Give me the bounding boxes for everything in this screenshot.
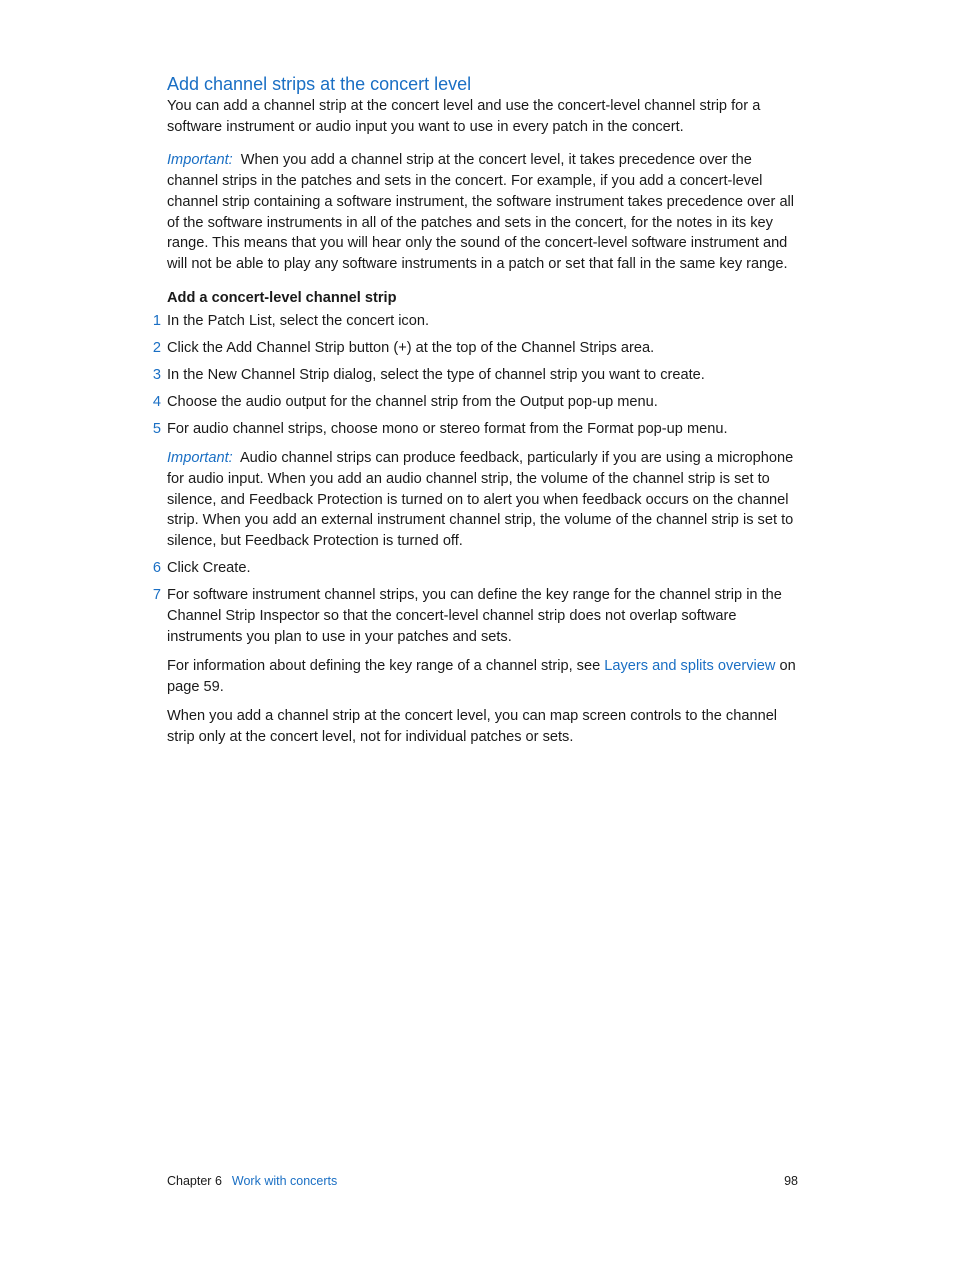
step-text: In the Patch List, select the concert icon. [167,313,430,330]
important-label: Important: [167,151,233,168]
step-text: For software instrument channel strips, you can define the key range for the channel strip in the Channel Strip Inspector so that the concert-level channel strip does not overlap software instruments you plan to use in your patches and sets. [167,587,782,645]
section-title: Add channel strips at the concert level [167,74,472,94]
important-note-1 [167,150,807,275]
step-text: In the New Channel Strip dialog, select the type of channel strip you want to create. [167,366,705,383]
step-number: 2 [152,340,161,357]
list-item [152,392,807,413]
page-content [152,72,807,747]
closing-paragraph: When you add a channel strip at the concert level, you can map screen controls to the channel strip only at the concert level, not for individual patches or sets. [167,707,778,745]
step-number: 4 [152,393,161,410]
step-text: Click Create. [167,560,251,577]
intro-paragraph: You can add a channel strip at the concert level and use the concert-level channel strip for a software instrument or audio input you want to use in every patch in the concert. [167,98,761,135]
important-text: When you add a channel strip at the concert level, it takes precedence over the channel strips in the patches and sets in the concert. For example, if you add a concert-level channel strip containing a software instrument, the software instrument takes precedence over all of the software instruments in all of the patches and sets in the concert, for the notes in its key range. This means that you will hear only the sound of the concert-level software instrument and will not be able to play any software instruments in a patch or set that fall in the same key range. [167,151,795,273]
layers-and-splits-link[interactable]: Layers and splits overview [604,657,776,674]
list-item [152,419,807,552]
important-note-2 [167,448,807,553]
info-suffix: on page 59. [167,657,796,695]
info-paragraph [167,656,807,698]
chapter-title-link[interactable]: Work with concerts [231,1174,338,1188]
step-number: 1 [152,313,161,330]
step-number: 6 [152,560,161,577]
step-number: 5 [152,420,161,437]
list-item [152,338,807,359]
list-item [152,558,807,579]
step-number: 7 [152,587,161,604]
important-label: Important: [167,449,233,466]
page-number: 98 [784,1174,798,1188]
chapter-label: Chapter 6 [167,1174,222,1188]
important-text: Audio channel strips can produce feedback, particularly if you are using a microphone for audio input. When you add an audio channel strip, the volume of the channel strip is set to silence, and Feedback Protection is turned on to alert you when feedback occurs on the channel strip. When you add an external instrument channel strip, the volume of the channel strip is set to silence, but Feedback Protection is turned off. [167,449,794,550]
task-title: Add a concert-level channel strip [167,290,397,307]
step-number: 3 [152,366,161,383]
step-text: Click the Add Channel Strip button (+) at the top of the Channel Strips area. [167,340,655,357]
list-item [152,585,807,747]
list-item [152,311,807,332]
step-text: Choose the audio output for the channel strip from the Output pop-up menu. [167,393,658,410]
step-text: For audio channel strips, choose mono or stereo format from the Format pop-up menu. [167,420,728,437]
steps-list [152,311,807,747]
page-footer [167,1173,798,1189]
list-item [152,365,807,386]
info-prefix: For information about defining the key range of a channel strip, see [167,657,605,674]
